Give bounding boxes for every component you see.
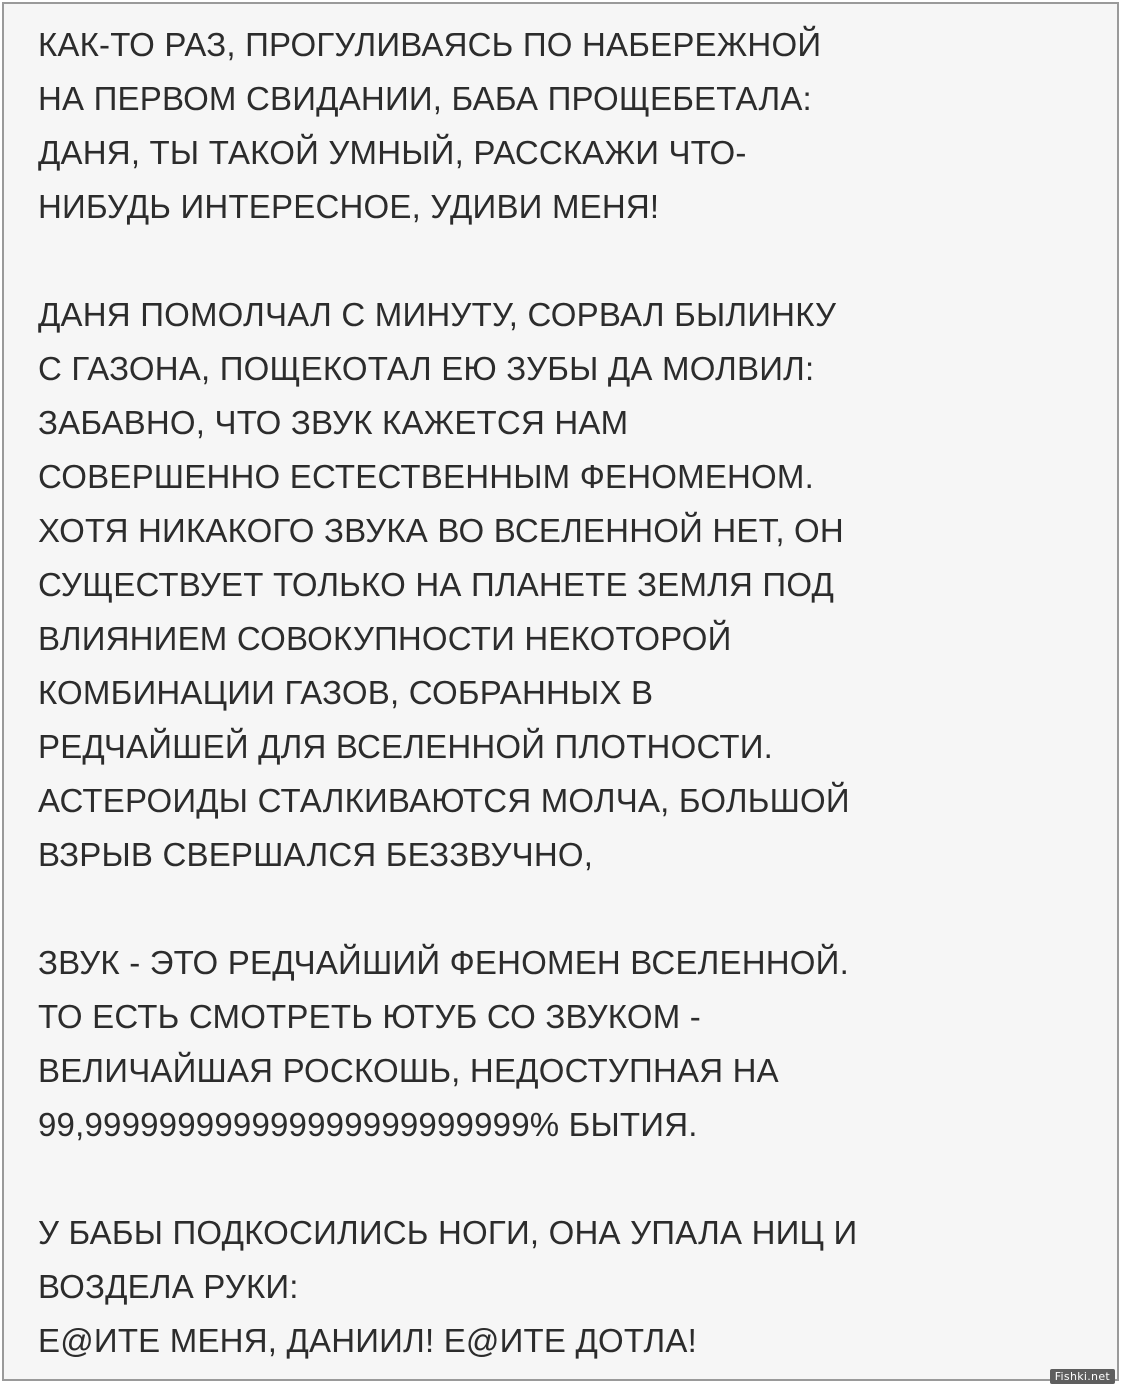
text-line: ХОТЯ НИКАКОГО ЗВУКА ВО ВСЕЛЕННОЙ НЕТ, ОН xyxy=(38,512,844,549)
post-text xyxy=(38,18,1108,1368)
post-frame xyxy=(2,2,1119,1381)
text-line: ВЗРЫВ СВЕРШАЛСЯ БЕЗЗВУЧНО, xyxy=(38,836,594,873)
text-line: С ГАЗОНА, ПОЩЕКОТАЛ ЕЮ ЗУБЫ ДА МОЛВИЛ: xyxy=(38,350,815,387)
text-line: КОМБИНАЦИИ ГАЗОВ, СОБРАННЫХ В xyxy=(38,674,654,711)
paragraph-1 xyxy=(38,18,1108,234)
text-line: СОВЕРШЕННО ЕСТЕСТВЕННЫМ ФЕНОМЕНОМ. xyxy=(38,458,814,495)
text-line: ЗВУК - ЭТО РЕДЧАЙШИЙ ФЕНОМЕН ВСЕЛЕННОЙ. xyxy=(38,944,849,981)
text-line: КАК-ТО РАЗ, ПРОГУЛИВАЯСЬ ПО НАБЕРЕЖНОЙ xyxy=(38,26,822,63)
text-line: ВОЗДЕЛА РУКИ: xyxy=(38,1268,299,1305)
text-line: НА ПЕРВОМ СВИДАНИИ, БАБА ПРОЩЕБЕТАЛА: xyxy=(38,80,812,117)
text-line: ЗАБАВНО, ЧТО ЗВУК КАЖЕТСЯ НАМ xyxy=(38,404,629,441)
paragraph-2 xyxy=(38,288,1108,882)
text-line: 99,999999999999999999999999% БЫТИЯ. xyxy=(38,1106,698,1143)
text-line: РЕДЧАЙШЕЙ ДЛЯ ВСЕЛЕННОЙ ПЛОТНОСТИ. xyxy=(38,728,774,765)
text-line: У БАБЫ ПОДКОСИЛИСЬ НОГИ, ОНА УПАЛА НИЦ И xyxy=(38,1214,858,1251)
text-line: ТО ЕСТЬ СМОТРЕТЬ ЮТУБ СО ЗВУКОМ - xyxy=(38,998,701,1035)
text-line: ДАНЯ, ТЫ ТАКОЙ УМНЫЙ, РАССКАЖИ ЧТО- xyxy=(38,134,747,171)
text-line: СУЩЕСТВУЕТ ТОЛЬКО НА ПЛАНЕТЕ ЗЕМЛЯ ПОД xyxy=(38,566,835,603)
paragraph-3 xyxy=(38,936,1108,1152)
text-line: ДАНЯ ПОМОЛЧАЛ С МИНУТУ, СОРВАЛ БЫЛИНКУ xyxy=(38,296,837,333)
text-line: Е@ИТЕ МЕНЯ, ДАНИИЛ! Е@ИТЕ ДОТЛА! xyxy=(38,1322,697,1359)
text-line: НИБУДЬ ИНТЕРЕСНОЕ, УДИВИ МЕНЯ! xyxy=(38,188,660,225)
text-line: ВЛИЯНИЕМ СОВОКУПНОСТИ НЕКОТОРОЙ xyxy=(38,620,732,657)
text-line: ВЕЛИЧАЙШАЯ РОСКОШЬ, НЕДОСТУПНАЯ НА xyxy=(38,1052,779,1089)
site-watermark: Fishki.net xyxy=(1050,1369,1115,1384)
text-line: АСТЕРОИДЫ СТАЛКИВАЮТСЯ МОЛЧА, БОЛЬШОЙ xyxy=(38,782,850,819)
paragraph-4 xyxy=(38,1206,1108,1368)
